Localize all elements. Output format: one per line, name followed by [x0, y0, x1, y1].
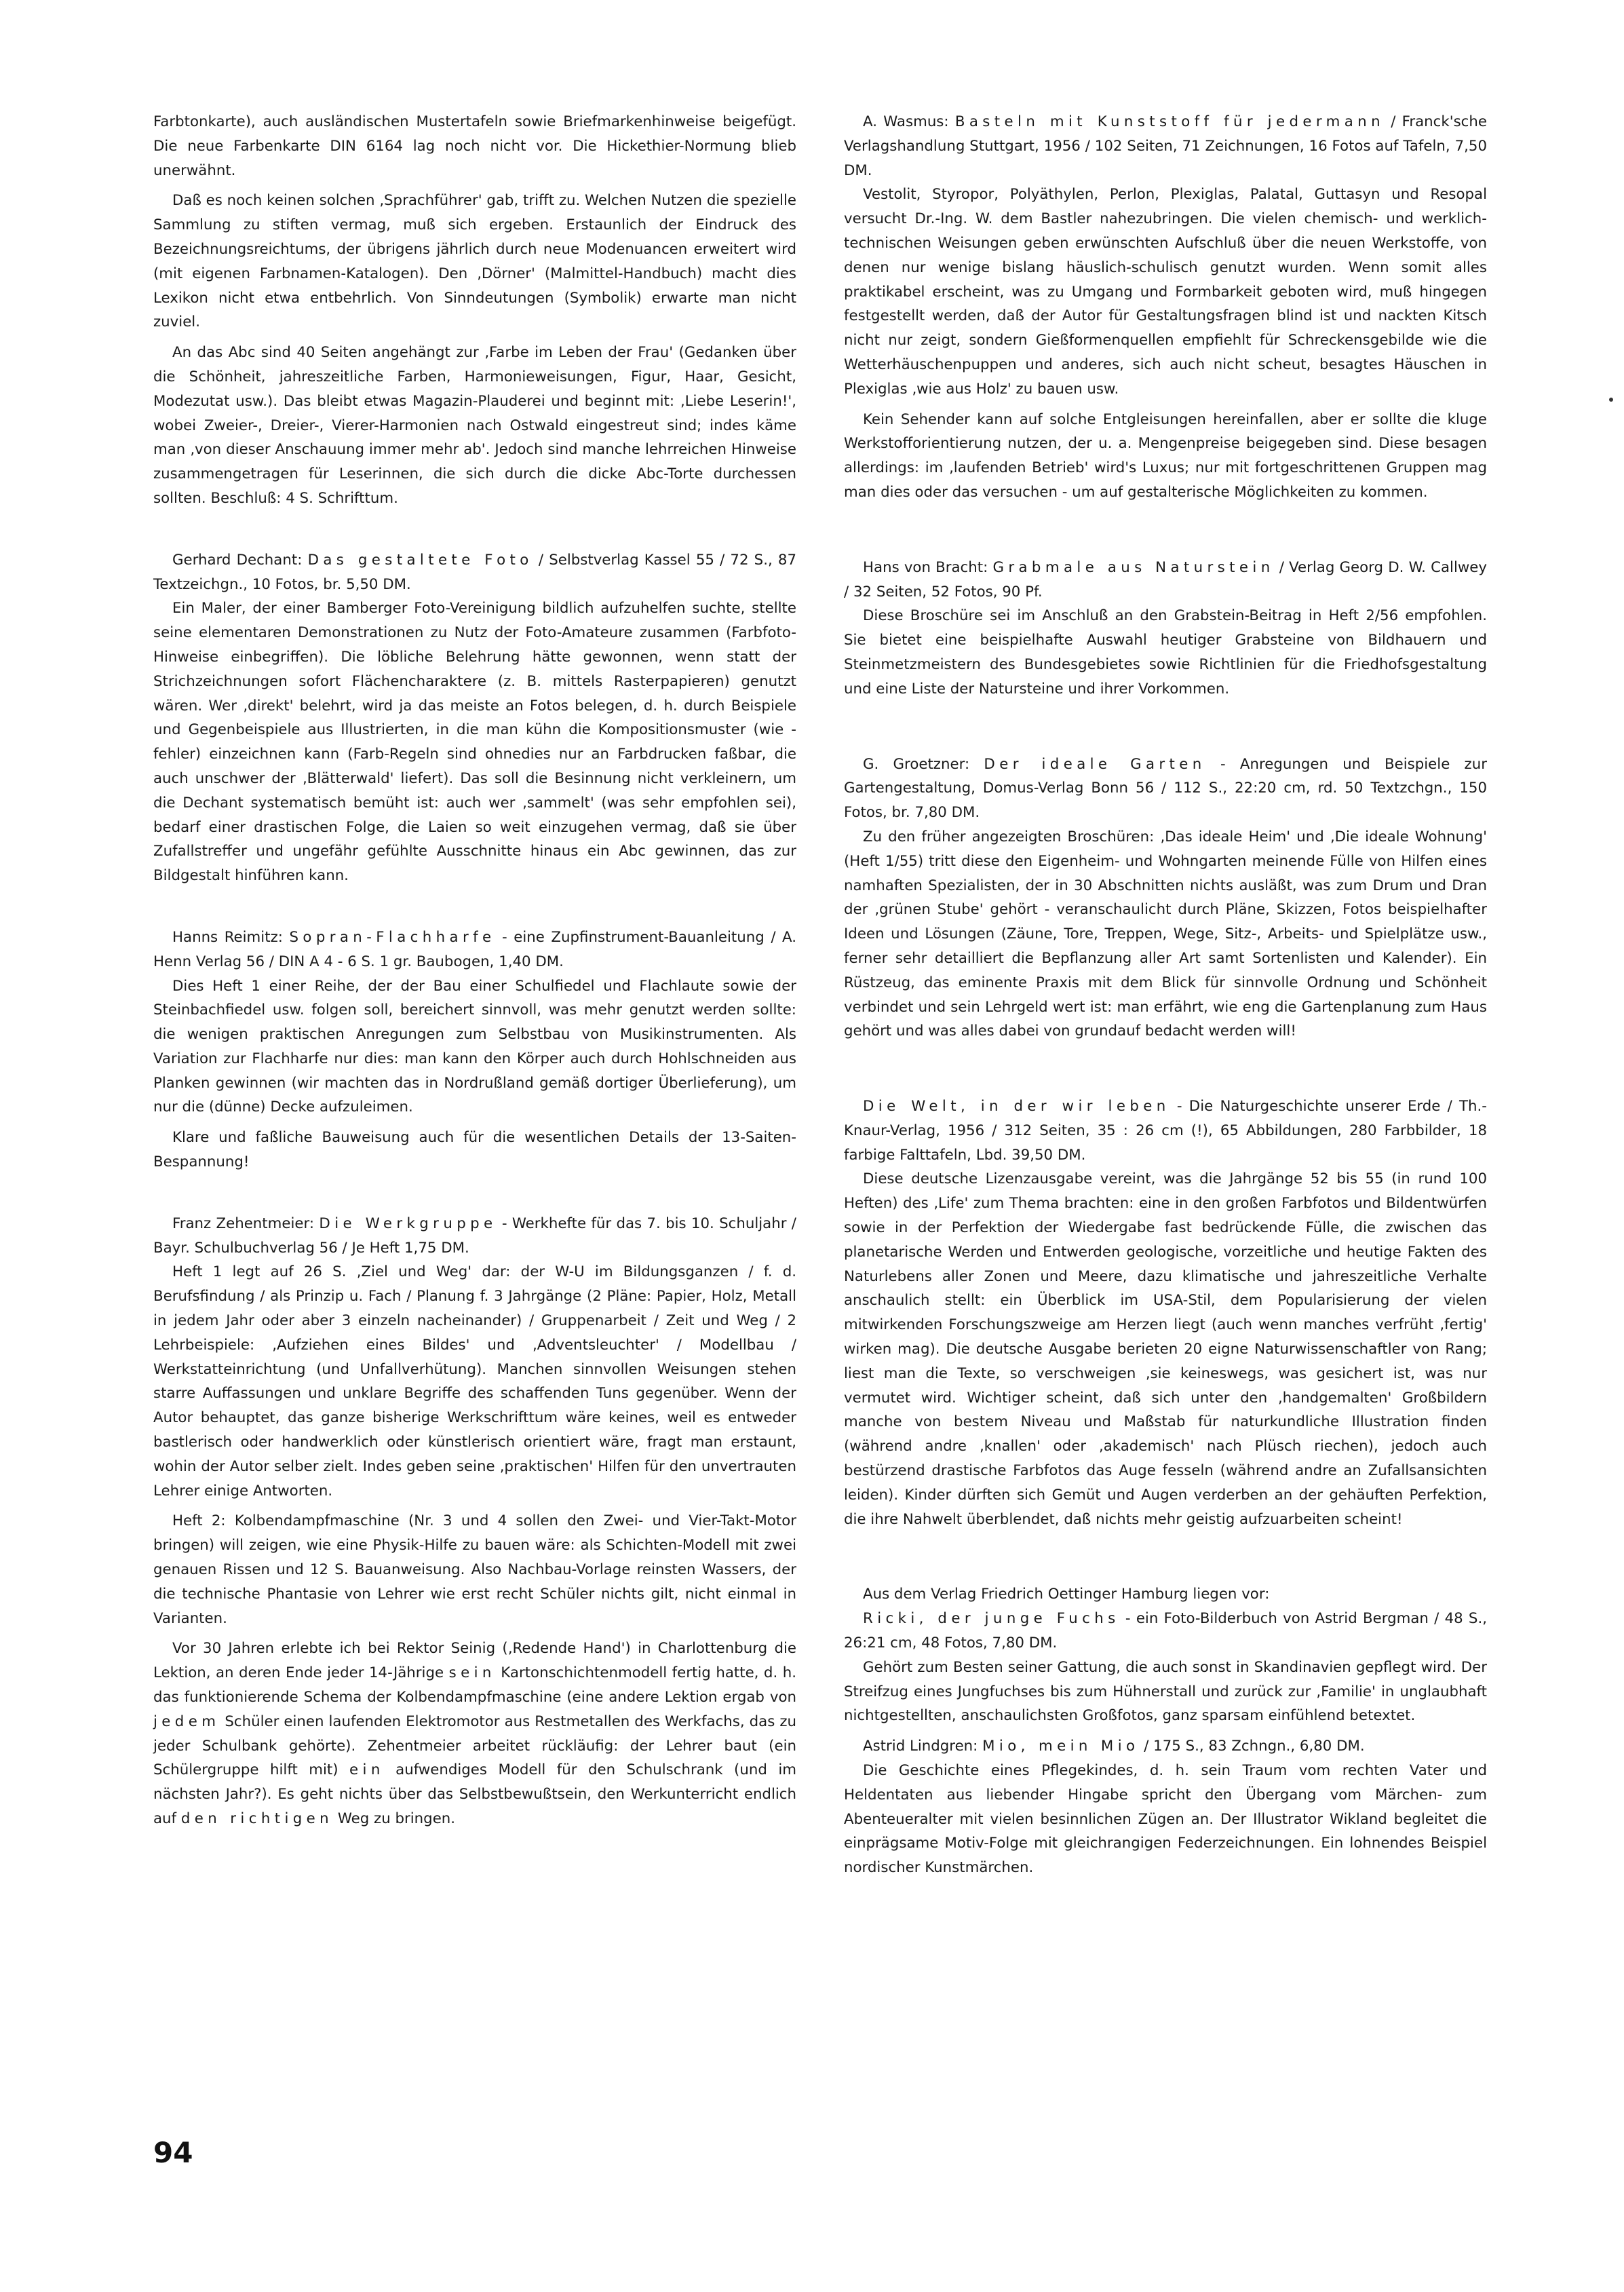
- review-title: Grabmale aus Naturstein: [992, 558, 1275, 576]
- review-details: / 175 S., 83 Zchngn., 6,80 DM.: [1144, 1738, 1365, 1755]
- emphasis: sein: [448, 1664, 496, 1682]
- review-body: Diese deutsche Lizenzausgabe vereint, was die Jahrgänge 52 bis 55 (in rund 100 Heften) des ‚Life' zum Thema brachten: eine in den großen Farbfotos und Bildentwürfen sowie in der Perfektion der Wiedergabe fast bedrückende Fülle, die zwischen das planetarische Werden und Entwerden geologische, vorzeitliche und heutige Fakten des Naturlebens aller Zonen und Meere, dazu klimatische und jahreszeitliche Verhalte anschaulich stellt: ein Überblick im USA-Stil, dem Popularisierung der vielen mitwirkenden Forschungszweige am Herzen liegt (auch wenn manches verfrüht ‚fertig' wirken mag). Die deutsche Ausgabe berieten 20 eigne Naturwissenschaftler von Rang; liest man die Texte, so verschweigen ‚sie keineswegs, was gesichert ist, was nur vermutet wird. Wichtiger scheint, daß sich unter den ‚handgemalten' Großbildern manche von bestem Niveau und Maßstab für naturkundliche Illustration finden (während andre ‚knallen' oder ‚akademisch' nach Plüsch riechen), jedoch auch bestürzend drastische Farbfotos das Auge fesseln (während andre an Zufallsansichten leiden). Kinder dürften sich Gemüt und Augen verderben an der gehäuften Perfektion, die ihre Nahwelt überblendet, daß nichts mehr geistig aufzuarbeiten scheint!: [844, 1170, 1487, 1528]
- review-title: Ricki, der junge Fuchs: [863, 1610, 1120, 1628]
- emphasis: ein: [349, 1761, 385, 1779]
- publisher-intro: Aus dem Verlag Friedrich Oettinger Hamburg liegen vor:: [863, 1586, 1270, 1603]
- review-author: Franz Zehentmeier:: [172, 1215, 315, 1232]
- review-body: Diese Broschüre sei im Anschluß an den Grabstein-Beitrag in Heft 2/56 empfohlen. Sie bietet eine beispielhafte Auswahl heutiger Grabsteine von Bildhauern und Steinmetzmeistern des Bundesgebietes sowie Richtlinien für die Friedhofsgestaltung und eine Liste der Natursteine und ihrer Vorkommen.: [844, 607, 1487, 698]
- review-body: Dies Heft 1 einer Reihe, der der Bau einer Schulfiedel und Flachlaute sowie der Steinbachfiedel usw. folgen soll, bereichert sinnvoll, was mehr genutzt werden sollte: die wenigen praktischen Anregungen zum Selbstbau von Musikinstrumenten. Als Variation zur Flachharfe nur dies: man kann den Körper auch durch Hohlschneiden aus Planken gewinnen (wir machten das in Nordrußland gemäß dortiger Überlieferung), um nur die (dünne) Decke aufzuleimen.: [153, 977, 796, 1116]
- review-body: Ein Maler, der einer Bamberger Foto-Vereinigung bildlich aufzuhelfen suchte, stellte seine elementaren Demonstrationen zu Nutz der Foto-Amateure zusammen (Farbfoto-Hinweise einbegriffen). Die löbliche Belehrung hätte gewonnen, wenn statt der Strichzeichnungen sofort Flächencharaktere (z. B. mittels Rasterpapieren) genutzt wären. Wer ‚direkt' belehrt, wird ja das meiste an Fotos belegen, d. h. durch Beispiele und Gegenbeispiele aus Illustrierten, in die man kühn die Kompositionsmuster (wie -fehler) einzeichnen kann (Farb-Regeln sind ohnedies nur an Farbdrucken faßbar, die auch unschwer der ‚Blätterwald' liefert). Das soll die Besinnung nicht verkleinern, um die Dechant systematisch bemüht ist: auch wer ‚sammelt' (was sehr empfohlen sei), bedarf einer drastischen Folge, die Laien so weit einzugehen vermag, daß sie über Zufallstreffer und ungefähr gefühlte Ausschnitte hinaus ein Abc gewinnen, das zur Bildgestalt hinführen kann.: [153, 600, 796, 885]
- review-details: / Selbstverlag Kassel 55 / 72 S., 87 Textzeichgn., 10 Fotos, br. 5,50 DM.: [153, 551, 796, 593]
- review-dechant: [153, 548, 796, 888]
- review-oettinger: [844, 1582, 1487, 1880]
- review-details: - ein Foto-Bilderbuch von Astrid Bergman / 48 S., 26:21 cm, 48 Fotos, 7,80 DM.: [844, 1610, 1487, 1652]
- review-author: Astrid Lindgren:: [863, 1738, 978, 1755]
- text-run: Weg zu bringen.: [337, 1810, 456, 1827]
- review-body: Vestolit, Styropor, Polyäthylen, Perlon, Plexiglas, Palatal, Guttasyn und Resopal versucht Dr.-Ing. W. dem Bastler nahezubringen. Die vielen chemisch- und werklich-technischen Weisungen geben erwünschten Aufschluß über die neuen Werkstoffe, von denen nur wenige bislang häuslich-schulisch genutzt wurden. Wenn somit alles praktikabel erscheint, was zu Umgang und Formbarkeit geboten wird, muß hingegen festgestellt werden, daß der Autor für Gestaltungsfragen blind ist und nackten Kitsch nicht nur zeigt, sondern Gießformenquellen empfiehlt für Schreckensgebilde wie die Wetterhäuschenpuppen und anderes, sich auch nicht scheut, besagtes Häuschen in Plexiglas ‚wie aus Holz' zu bauen usw.: [844, 186, 1487, 398]
- review-author: Hanns Reimitz:: [172, 928, 283, 946]
- review-author: G. Groetzner:: [863, 755, 970, 773]
- review-heading: [153, 925, 796, 974]
- text-run: aufwendiges Modell für den Schulschrank (und im nächsten Jahr?). Es geht nichts über das Selbstbewußtsein, den Werkunterricht endlich auf: [153, 1761, 796, 1827]
- text-run: Kartonschichtenmodell fertig hatte, d. h. das funktionierende Schema der Kolbendampfmaschine (eine andere Lektion ergab von: [153, 1664, 796, 1706]
- review-body: Heft 2: Kolbendampfmaschine (Nr. 3 und 4 sollen den Zwei- und Vier-Takt-Motor bringen) will zeigen, wie eine Physik-Hilfe zu bauen wäre: als Schichten-Modell mit zwei genauen Rissen und 12 S. Bauanweisung. Also Nachbau-Vorlage reinsten Wassers, der die technische Phantasie von Lehrer wie erst recht Schüler nichts gilt, nicht einmal in Varianten.: [153, 1512, 796, 1627]
- review-heading: [844, 1094, 1487, 1167]
- review-author: Hans von Bracht:: [863, 558, 988, 576]
- text-run: Vor 30 Jahren erlebte ich bei Rektor Seinig (‚Redende Hand') in Charlottenburg die Lektion, an deren Ende jeder 14-Jährige: [153, 1640, 796, 1682]
- review-groetzner: [844, 752, 1487, 1044]
- emphasis: jedem: [153, 1713, 220, 1730]
- review-details: - Die Naturgeschichte unserer Erde / Th.-Knaur-Verlag, 1956 / 312 Seiten, 35 : 26 cm (!), 65 Abbildungen, 280 Farbbilder, 18 farbige Falttafeln, Lbd. 39,50 DM.: [844, 1098, 1487, 1164]
- review-title: Der ideale Garten: [984, 755, 1206, 773]
- review-die-welt: [844, 1094, 1487, 1531]
- review-author: A. Wasmus:: [863, 113, 949, 130]
- review-zehentmeier: [153, 1212, 796, 1831]
- review-body: Die Geschichte eines Pflegekindes, d. h. sein Traum vom rechten Vater und Heldentaten aus liebender Hingabe spricht den Übergang vom Märchen- zum Abenteueralter mit vielen besinnlichen Zügen an. Der Illustrator Wikland begleitet die einprägsame Motiv-Folge mit gleichrangigen Federzeichnungen. Ein lohnendes Beispiel nordischer Kunstmärchen.: [844, 1762, 1487, 1877]
- review-reimitz: [153, 925, 796, 1174]
- review-body: Heft 1 legt auf 26 S. ‚Ziel und Weg' dar: der W-U im Bildungsganzen / f. d. Berufsfindung / als Prinzip u. Fach / Planung f. 3 Jahrgänge (2 Pläne: Papier, Holz, Metall in jedem Jahr oder aber 3 einzeln nacheinander) / Gruppenarbeit / Zeit und Weg / 2 Lehrbeispiele: ‚Aufziehen eines Bildes' und ‚Adventsleuchter' / Modellbau / Werkstatteinrichtung (und Unfallverhütung). Manchen sinnvollen Weisungen stehen starre Auffassungen und unklare Begriffe des schaffenden Tuns gegenüber. Wenn der Autor behauptet, das ganze bisherige Werkschrifttum wäre keines, weil es entweder bastlerisch oder handwerklich oder künstlerisch orientiert wäre, fragt man erstaunt, wohin der Autor selber zielt. Indes geben seine ‚praktischen' Hilfen für den unvertrauten Lehrer einige Antworten.: [153, 1263, 796, 1500]
- intro-paragraph-2: Daß es noch keinen solchen ‚Sprachführer' gab, trifft zu. Welchen Nutzen die spezielle Sammlung zu stiften vermag, muß sich ergeben. Erstaunlich der Eindruck des Bezeichnungsreichtums, der übrigens jährlich durch neue Modenuancen erweitert wird (mit eigenen Farbnamen-Katalogen). Den ‚Dörner' (Malmittel-Handbuch) macht dies Lexikon nicht etwa entbehrlich. Von Sinndeutungen (Symbolik) erwarte man nicht zuviel.: [153, 192, 796, 331]
- margin-dot: [1609, 398, 1613, 402]
- review-heading: [844, 110, 1487, 183]
- review-title: Die Werkgruppe: [319, 1215, 497, 1232]
- review-body: Klare und faßliche Bauweisung auch für die wesentlichen Details der 13-Saiten-Bespannung!: [153, 1129, 796, 1171]
- review-body: Zu den früher angezeigten Broschüren: ‚Das ideale Heim' und ‚Die ideale Wohnung' (Heft 1/55) tritt diese den Eigenheim- und Wohngarten meinende Fülle von Hilfen eines namhaften Spezialisten, der in 30 Abschnitten nichts ausläßt, was zum Drum und Dran der ‚grünen Stube' gehört - veranschaulicht durch Pläne, Skizzen, Fotos beispielhafter Ideen und Lösungen (Zäune, Tore, Treppen, Wege, Sitz-, Arbeits- und Spielplätze usw., ferner sehr detailliert die Bepflanzung aller Art samt Sortenlisten und Kalender). Ein Rüstzeug, das eminente Praxis mit dem Blick für sinnvolle Ordnung und Schönheit verbindet und sein Lehrgeld wert ist: man erfährt, wie eng die Gartenplanung zum Haus gehört und was alles dabei von grundauf bedacht werden will!: [844, 828, 1487, 1040]
- review-heading: [153, 1212, 796, 1261]
- review-heading: [844, 556, 1487, 605]
- right-column: [844, 110, 1487, 1886]
- left-column: [153, 110, 796, 1837]
- review-title: Das gestaltete Foto: [307, 551, 533, 569]
- review-details: - Anregungen und Beispiele zur Gartengestaltung, Domus-Verlag Bonn 56 / 112 S., 22:20 cm, rd. 50 Textzchgn., 150 Fotos, br. 7,80 DM.: [844, 755, 1487, 822]
- review-heading: [844, 1607, 1487, 1656]
- review-details: / Verlag Georg D. W. Callwey / 32 Seiten, 52 Fotos, 90 Pf.: [844, 558, 1487, 600]
- review-author: Gerhard Dechant:: [172, 551, 303, 569]
- review-bracht: [844, 556, 1487, 702]
- review-heading: [844, 1734, 1487, 1759]
- review-title: Die Welt, in der wir leben: [863, 1098, 1170, 1115]
- review-title: Mio, mein Mio: [982, 1738, 1140, 1755]
- review-body: [153, 1637, 796, 1831]
- review-wasmus: [844, 110, 1487, 505]
- review-details: - Werkhefte für das 7. bis 10. Schuljahr / Bayr. Schulbuchverlag 56 / Je Heft 1,75 DM.: [153, 1215, 796, 1257]
- review-details: - eine Zupfinstrument-Bauanleitung / A. Henn Verlag 56 / DIN A 4 - 6 S. 1 gr. Baubogen, 1,40 DM.: [153, 928, 796, 970]
- review-title: Sopran-Flachharfe: [289, 928, 496, 946]
- review-heading: [844, 752, 1487, 825]
- review-heading: [153, 548, 796, 597]
- review-body: Gehört zum Besten seiner Gattung, die auch sonst in Skandinavien gepflegt wird. Der Streifzug eines Jungfuchses bis zum Hühnerstall und zurück zur ‚Familie' in unglaubhaft nichtgestellten, anschaulichsten Großfotos, ganz sparsam einfühlend betextet.: [844, 1658, 1487, 1725]
- text-run: Schüler einen laufenden Elektromotor aus Restmetallen des Werkfachs, das zu jeder Schulbank gehörte). Zehentmeier arbeitet rückläufig: der Lehrer baut (ein Schülergruppe hilft mit): [153, 1713, 796, 1779]
- review-title: Basteln mit Kunststoff für jedermann: [954, 113, 1385, 130]
- review-body: Kein Sehender kann auf solche Entgleisungen hereinfallen, aber er sollte die kluge Werkstofforientierung nutzen, der u. a. Mengenpreise beigegeben sind. Diese besagen allerdings: im ‚laufenden Betrieb' wird's Luxus; nur mit fortgeschrittenen Gruppen mag man dies oder das versuchen - um auf gestalterische Möglichkeiten zu kommen.: [844, 410, 1487, 501]
- page-number: 94: [153, 2136, 193, 2169]
- intro-paragraph-3: An das Abc sind 40 Seiten angehängt zur ‚Farbe im Leben der Frau' (Gedanken über die Schönheit, jahreszeitliche Farben, Harmonieweisungen, Figur, Haar, Gesicht, Modezutat usw.). Das bleibt etwas Magazin-Plauderei und beginnt mit: ‚Liebe Leserin!', wobei Zweier-, Dreier-, Vierer-Harmonien nach Ostwald eingestreut sind; indes käme man ‚von dieser Anschauung immer mehr ab'. Jedoch sind manche lehrreichen Hinweise zusammengetragen für Leserinnen, die sich durch die dicke Abc-Torte durchessen sollten. Beschluß: 4 S. Schrifttum.: [153, 344, 796, 507]
- review-details: / Franck'sche Verlagshandlung Stuttgart, 1956 / 102 Seiten, 71 Zeichnungen, 16 Fotos auf Tafeln, 7,50 DM.: [844, 113, 1487, 179]
- intro-paragraph-1: Farbtonkarte), auch ausländischen Mustertafeln sowie Briefmarkenhinweise beigefügt. Die neue Farbenkarte DIN 6164 lag noch nicht vor. Die Hickethier-Normung blieb unerwähnt.: [153, 113, 796, 179]
- emphasis: den richtigen: [180, 1810, 334, 1827]
